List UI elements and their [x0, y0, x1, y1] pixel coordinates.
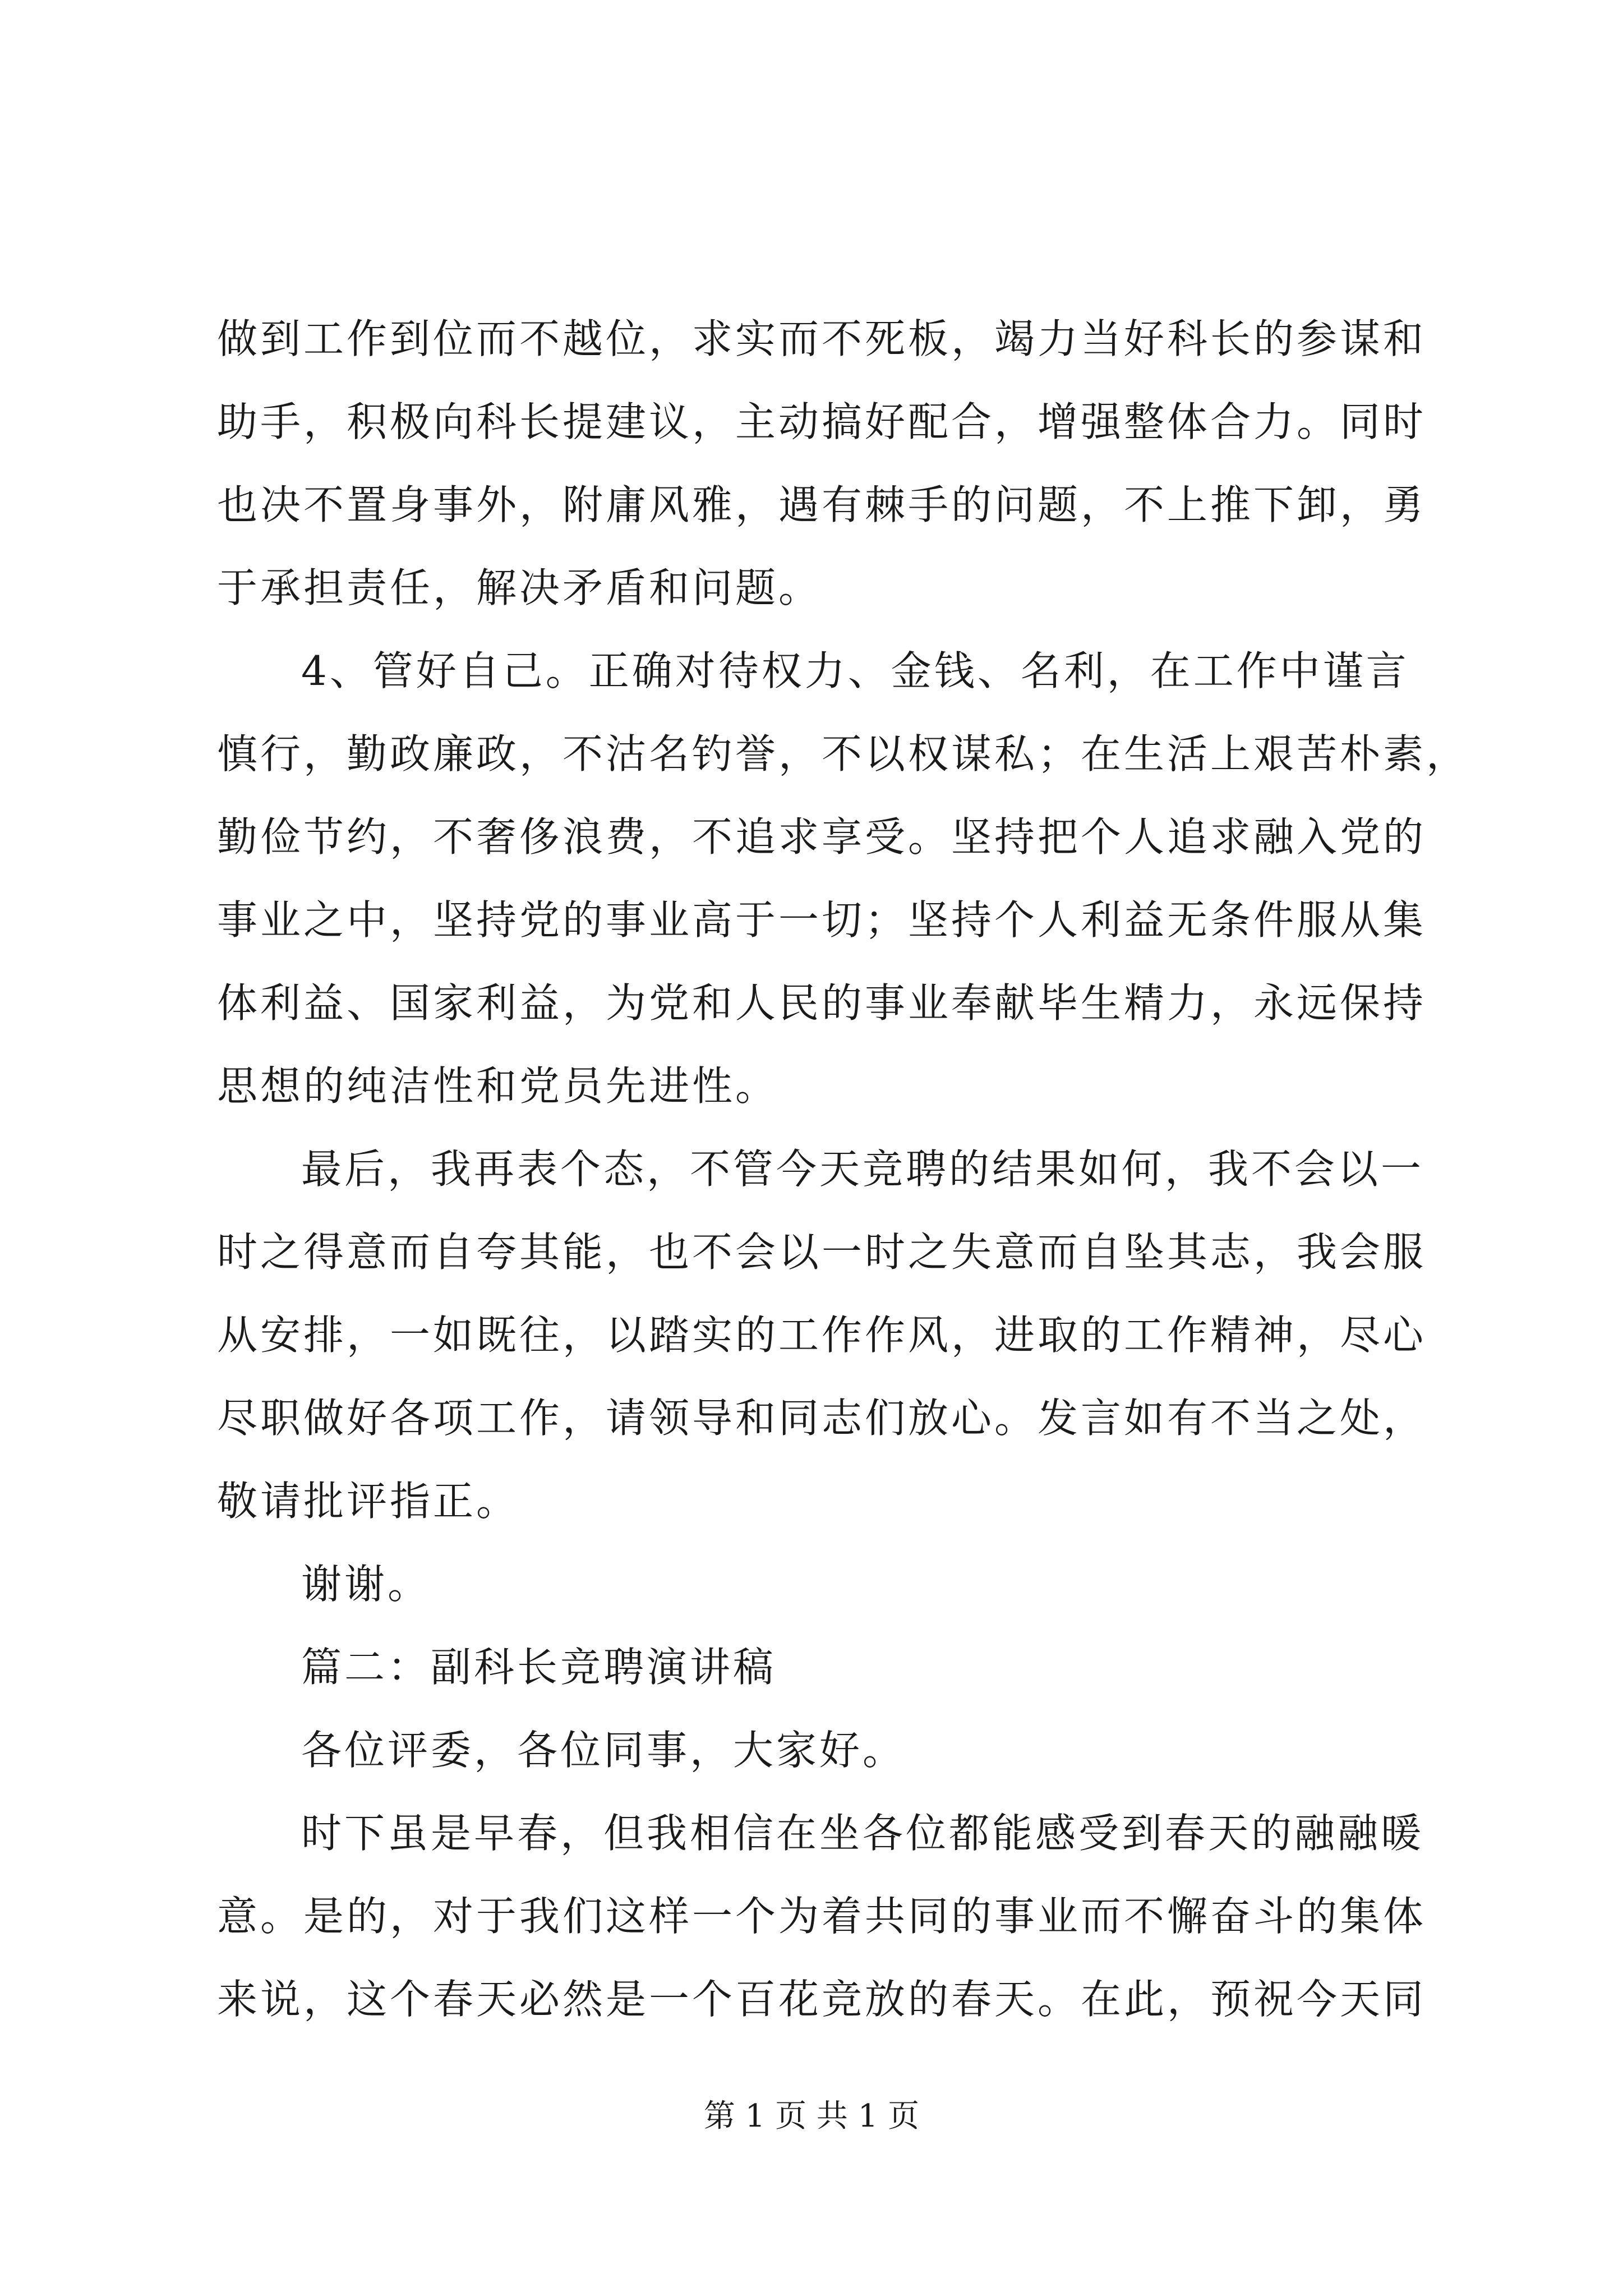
text-line: 4、管好自己。正确对待权力、金钱、名利，在工作中谨言	[301, 647, 1409, 694]
document-body	[217, 297, 1470, 2041]
text-line: 于承担责任，解决矛盾和问题。	[217, 564, 822, 611]
text-line: 谢谢。	[301, 1561, 431, 1608]
text-line: 意。是的，对于我们这样一个为着共同的事业而不懈奋斗的集体	[217, 1893, 1427, 1940]
text-line: 时下虽是早春，但我相信在坐各位都能感受到春天的融融暖	[301, 1810, 1424, 1857]
text-line: 最后，我再表个态，不管今天竞聘的结果如何，我不会以一	[301, 1145, 1424, 1193]
text-line: 思想的纯洁性和党员先进性。	[217, 1062, 779, 1110]
text-line: 助手，积极向科长提建议，主动搞好配合，增强整体合力。同时	[217, 398, 1427, 445]
text-line: 慎行，勤政廉政，不沽名钓誉，不以权谋私；在生活上艰苦朴素，	[217, 730, 1470, 777]
text-line: 体利益、国家利益，为党和人民的事业奉献毕生精力，永远保持	[217, 979, 1427, 1027]
text-line: 尽职做好各项工作，请领导和同志们放心。发言如有不当之处，	[217, 1395, 1427, 1442]
text-line: 做到工作到位而不越位，求实而不死板，竭力当好科长的参谋和	[217, 315, 1427, 362]
text-line: 来说，这个春天必然是一个百花竞放的春天。在此，预祝今天同	[217, 1976, 1427, 2023]
page-footer: 第 1 页 共 1 页	[703, 2098, 920, 2134]
text-line: 时之得意而自夸其能，也不会以一时之失意而自坠其志，我会服	[217, 1228, 1427, 1276]
text-line: 敬请批评指正。	[217, 1478, 520, 1525]
text-line: 从安排，一如既往，以踏实的工作作风，进取的工作精神，尽心	[217, 1312, 1427, 1359]
text-line: 事业之中，坚持党的事业高于一切；坚持个人利益无条件服从集	[217, 896, 1427, 944]
text-line: 勤俭节约，不奢侈浪费，不追求享受。坚持把个人追求融入党的	[217, 813, 1427, 861]
text-line: 篇二：副科长竞聘演讲稿	[301, 1644, 777, 1691]
text-line: 也决不置身事外，附庸风雅，遇有棘手的问题，不上推下卸，勇	[217, 481, 1427, 528]
text-line: 各位评委，各位同事，大家好。	[301, 1727, 906, 1774]
